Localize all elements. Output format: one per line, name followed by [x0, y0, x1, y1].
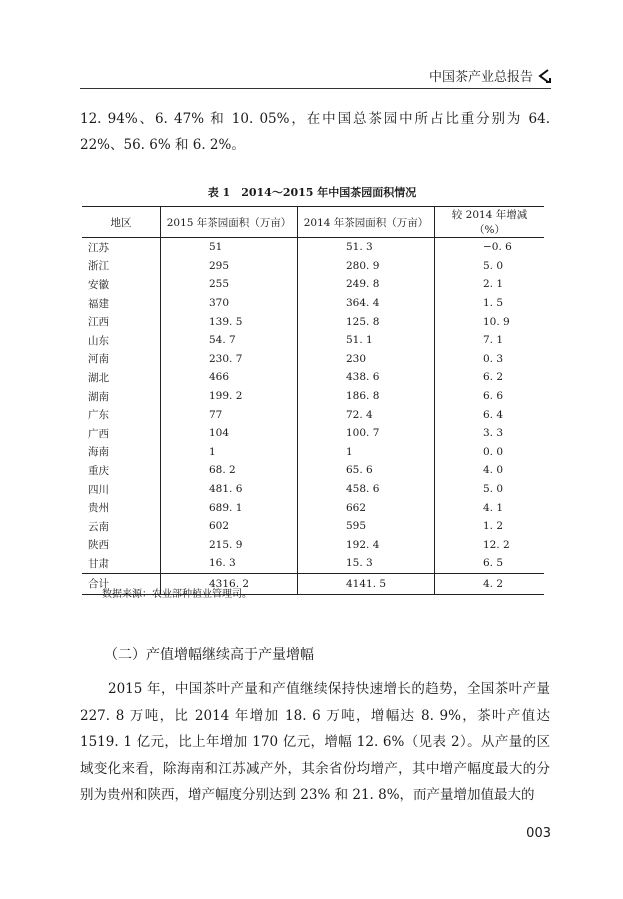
value-cell: 72. 4 [298, 405, 435, 424]
value-cell: 10. 9 [435, 312, 545, 331]
value-cell: 5. 0 [435, 257, 545, 276]
value-cell: 51 [161, 238, 298, 257]
region-cell: 陕西 [88, 539, 109, 552]
value-cell: 249. 8 [298, 275, 435, 294]
value-cell: 6. 5 [435, 554, 545, 573]
table-header-row [82, 207, 544, 238]
value-cell: 1. 2 [435, 517, 545, 536]
value-cell: 125. 8 [298, 312, 435, 331]
region-cell: 山东 [88, 334, 109, 347]
table-row [82, 461, 544, 480]
value-cell: 51. 1 [298, 331, 435, 350]
value-cell: 364. 4 [298, 294, 435, 313]
tea-area-table [82, 206, 544, 595]
value-cell: 1 [161, 443, 298, 462]
region-cell: 广东 [88, 409, 109, 422]
total-value-cell: 4. 2 [435, 573, 545, 594]
value-cell: 54. 7 [161, 331, 298, 350]
column-header: 较 2014 年增减（%） [435, 207, 545, 238]
value-cell: 199. 2 [161, 387, 298, 406]
section-paragraph: 2015 年，中国茶叶产量和产值继续保持快速增长的趋势，全国茶叶产量 227. 8 万吨，比 2014 年增加 18. 6 万吨，增幅达 8. 9%，茶叶产值达 1519. 1 亿元，比上年增加 170 亿元，增幅 12. 6%（见表 2）。从产量的区域变化来看，除海南和江苏减产外，其余省份均增产，其中增产幅度最大的分别为贵州和陕西，增产幅度分别达到 23% 和 21. 8%，而产量增加值最大的 [80, 681, 550, 803]
value-cell: 595 [298, 517, 435, 536]
value-cell: 16. 3 [161, 554, 298, 573]
value-cell: 15. 3 [298, 554, 435, 573]
value-cell: −0. 6 [435, 238, 545, 257]
value-cell: 215. 9 [161, 536, 298, 555]
column-header: 2015 年茶园面积（万亩） [161, 207, 298, 238]
value-cell: 295 [161, 257, 298, 276]
value-cell: 51. 3 [298, 238, 435, 257]
region-cell: 广西 [88, 427, 109, 440]
value-cell: 438. 6 [298, 368, 435, 387]
region-cell: 福建 [88, 297, 109, 310]
value-cell: 5. 0 [435, 480, 545, 499]
value-cell: 230. 7 [161, 350, 298, 369]
value-cell: 230 [298, 350, 435, 369]
region-cell: 江西 [88, 316, 109, 329]
table-row [82, 257, 544, 276]
region-cell: 浙江 [88, 260, 109, 273]
table-row [82, 238, 544, 257]
region-cell: 江苏 [88, 241, 109, 254]
region-cell: 重庆 [88, 464, 109, 477]
table-row [82, 443, 544, 462]
page-number: 003 [526, 826, 551, 841]
running-title: 中国茶产业总报告 [428, 70, 533, 85]
value-cell: 4. 1 [435, 498, 545, 517]
region-cell: 湖北 [88, 371, 109, 384]
total-value-cell: 4141. 5 [298, 573, 435, 594]
value-cell: 466 [161, 368, 298, 387]
value-cell: 602 [161, 517, 298, 536]
region-cell: 安徽 [88, 278, 109, 291]
region-cell: 河南 [88, 353, 109, 366]
value-cell: 458. 6 [298, 480, 435, 499]
running-head [429, 66, 551, 85]
value-cell: 7. 1 [435, 331, 545, 350]
table-row [82, 536, 544, 555]
value-cell: 68. 2 [161, 461, 298, 480]
region-cell: 贵州 [88, 502, 109, 515]
table-row [82, 350, 544, 369]
value-cell: 481. 6 [161, 480, 298, 499]
table-row [82, 517, 544, 536]
value-cell: 104 [161, 424, 298, 443]
value-cell: 0. 3 [435, 350, 545, 369]
value-cell: 139. 5 [161, 312, 298, 331]
column-header: 2014 年茶园面积（万亩） [298, 207, 435, 238]
value-cell: 3. 3 [435, 424, 545, 443]
table-row [82, 554, 544, 573]
value-cell: 1. 5 [435, 294, 545, 313]
region-cell: 四川 [88, 483, 109, 496]
intro-paragraph: 12. 94%、6. 47% 和 10. 05%，在中国总茶园中所占比重分别为 64. 22%、56. 6% 和 6. 2%。 [80, 111, 550, 153]
table-caption: 表 1 2014～2015 年中国茶园面积情况 [207, 186, 417, 199]
value-cell: 280. 9 [298, 257, 435, 276]
table-row [82, 331, 544, 350]
value-cell: 192. 4 [298, 536, 435, 555]
value-cell: 186. 8 [298, 387, 435, 406]
table-row [82, 480, 544, 499]
table-row [82, 424, 544, 443]
section-title: （二）产值增幅继续高于产量增幅 [104, 647, 314, 663]
table-row [82, 294, 544, 313]
value-cell: 77 [161, 405, 298, 424]
table-row [82, 498, 544, 517]
table-row [82, 387, 544, 406]
value-cell: 6. 6 [435, 387, 545, 406]
table-source: 数据来源：农业部种植业管理司。 [102, 589, 252, 600]
region-cell: 湖南 [88, 390, 109, 403]
value-cell: 1 [298, 443, 435, 462]
table-row [82, 275, 544, 294]
total-label-cell: 合计 [82, 573, 161, 594]
value-cell: 662 [298, 498, 435, 517]
table-body [82, 238, 544, 595]
value-cell: 65. 6 [298, 461, 435, 480]
value-cell: 370 [161, 294, 298, 313]
column-header: 地区 [82, 207, 161, 238]
table-row [82, 312, 544, 331]
total-value-cell: 4316. 2 [161, 573, 298, 594]
header-rule [80, 88, 551, 89]
value-cell: 689. 1 [161, 498, 298, 517]
region-cell: 甘肃 [88, 557, 109, 570]
value-cell: 2. 1 [435, 275, 545, 294]
table-row [82, 405, 544, 424]
region-cell: 海南 [88, 446, 109, 459]
value-cell: 12. 2 [435, 536, 545, 555]
value-cell: 4. 0 [435, 461, 545, 480]
value-cell: 100. 7 [298, 424, 435, 443]
value-cell: 0. 0 [435, 443, 545, 462]
table-row [82, 368, 544, 387]
region-cell: 云南 [88, 520, 109, 533]
corner-bracket-icon [537, 69, 551, 83]
value-cell: 6. 2 [435, 368, 545, 387]
value-cell: 255 [161, 275, 298, 294]
value-cell: 6. 4 [435, 405, 545, 424]
